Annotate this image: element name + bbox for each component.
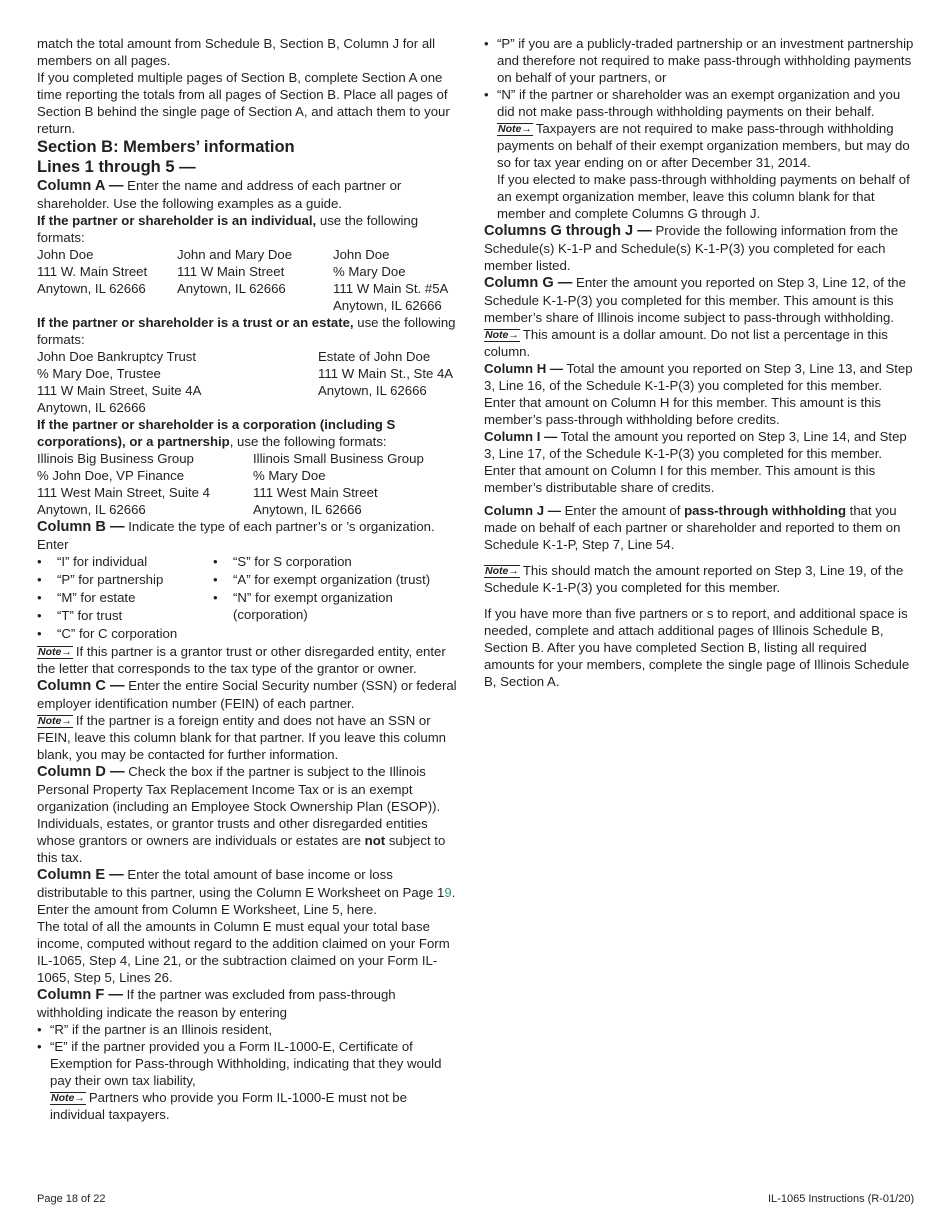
address-example: John Doe 111 W. Main Street Anytown, IL 62666 bbox=[37, 247, 148, 296]
column-j-note: Note→ This should match the amount reported on Step 3, Line 19, of the Schedule K-1-P(3) you completed for this member. bbox=[484, 563, 904, 595]
list-item: • “M” for estate bbox=[37, 589, 213, 606]
exempt-note: Note→ Taxpayers are not required to make pass-through withholding payments on behalf of their exempt organization members, but may do so for tax year ending on or after December 31, 2014. bbox=[497, 121, 910, 170]
column-i-label: Column I — bbox=[484, 429, 558, 444]
column-e-paragraph: Column E — Enter the total amount of base income or loss distributable to this partner, using the Column E Worksheet on Page 19. Enter the amount from Column E Worksheet, Line 5, here. bbox=[37, 867, 456, 917]
column-j-paragraph: Column J — Enter the amount of pass-through withholding that you made on behalf of each partner or shareholder and reported to them on Schedule K-1-P, Step 7, Line 54. bbox=[484, 503, 901, 552]
column-h-paragraph: Column H — Total the amount you reported on Step 3, Line 13, and Step 3, Line 16, of the Schedule K-1-P(3) you completed for this member. Enter that amount on Column H for this member. This amount is this member’s pass-through withholding before credits. bbox=[484, 361, 913, 427]
note-icon: Note→ bbox=[485, 329, 519, 341]
column-e-label: Column E — bbox=[37, 867, 124, 883]
trust-heading: If the partner or shareholder is a trust or an estate, use the following formats: bbox=[37, 315, 456, 347]
type-list-right bbox=[213, 553, 463, 643]
column-f-note: Note→ Partners who provide you Form IL-1000-E must not be individual taxpayers. bbox=[50, 1090, 407, 1122]
list-item: • “T” for trust bbox=[37, 607, 213, 624]
note-icon: Note→ bbox=[38, 715, 72, 727]
column-c-note: Note→ If the partner is a foreign entity and does not have an SSN or FEIN, leave this column blank for that partner. If you leave this column blank, you may be contacted for further information. bbox=[37, 713, 447, 762]
corporation-heading: If the partner or shareholder is a corporation (including S corporations), or a partnership, use the following formats: bbox=[37, 417, 396, 449]
exempt-extra: If you elected to make pass-through withholding payments on behalf of an exempt organization member, leave this column blank for that member and complete Columns G through J. bbox=[497, 172, 910, 221]
column-b-label: Column B — bbox=[37, 519, 125, 535]
column-c-label: Column C — bbox=[37, 678, 125, 694]
column-b-paragraph: Column B — Indicate the type of each partner’s or ’s organization. Enter bbox=[37, 519, 435, 552]
address-example: John and Mary Doe 111 W Main Street Anytown, IL 62666 bbox=[177, 247, 293, 296]
list-item: • “P” if you are a publicly-traded partnership or an investment partnership and therefore not required to make pass-through withholding payments on behalf of your partners, or bbox=[484, 35, 914, 86]
column-i-paragraph: Column I — Total the amount you reported on Step 3, Line 14, and Step 3, Line 17, of the Schedule K-1-P(3) you completed for this member. Enter that amount on Column I for this member. This amount is this member’s distributable share of credits. bbox=[484, 429, 907, 495]
column-a-label: Column A — bbox=[37, 178, 124, 194]
list-item: • “N” for exempt organization (corporation) bbox=[213, 589, 463, 623]
note-icon: Note→ bbox=[485, 565, 519, 577]
address-example: Illinois Small Business Group % Mary Doe 111 West Main Street Anytown, IL 62666 bbox=[253, 451, 424, 517]
left-column bbox=[37, 35, 465, 1123]
column-d-label: Column D — bbox=[37, 764, 125, 780]
columns-g-j-label: Columns G through J — bbox=[484, 223, 652, 239]
form-identifier: IL-1065 Instructions (R-01/20) bbox=[768, 1193, 915, 1205]
column-j-label: Column J — bbox=[484, 503, 561, 518]
intro-paragraph-2: If you completed multiple pages of Section B, complete Section A one time reporting the totals from all pages of Section B. Place all pages of Section B behind the single page of Section A, and attach them to your return. bbox=[37, 70, 450, 136]
column-e-paragraph-2: The total of all the amounts in Column E must equal your total base income, computed without regard to the addition claimed on your Form IL-1065, Step 4, Line 21, or the subtraction claimed on your Form IL-1065, Step 5, Lines 26. bbox=[37, 919, 450, 985]
list-item: • “I” for individual bbox=[37, 553, 213, 570]
column-f-list-continued bbox=[484, 35, 914, 120]
list-item: • “S” for S corporation bbox=[213, 553, 463, 570]
lines-title: Lines 1 through 5 — bbox=[37, 158, 196, 176]
column-g-paragraph: Column G — Enter the amount you reported on Step 3, Line 12, of the Schedule K-1-P(3) you completed for this member. This amount is this member’s share of Illinois income subject to pass-through withholding. bbox=[484, 275, 906, 325]
columns-g-j-paragraph: Columns G through J — Provide the following information from the Schedule(s) K-1-P and Schedule(s) K-1-P(3) you completed for each member listed. bbox=[484, 223, 899, 273]
address-example: Estate of John Doe 111 W Main St., Ste 4A Anytown, IL 62666 bbox=[318, 349, 454, 398]
page-link[interactable]: 9 bbox=[444, 885, 452, 900]
organization-type-list bbox=[37, 553, 465, 643]
individual-heading: If the partner or shareholder is an individual, use the following formats: bbox=[37, 213, 419, 245]
list-item: • “N” if the partner or shareholder was an exempt organization and you did not make pass-through withholding payments on their behalf. bbox=[484, 86, 914, 120]
page-number: Page 18 of 22 bbox=[37, 1193, 106, 1205]
column-f-label: Column F — bbox=[37, 987, 123, 1003]
column-b-note: Note→ If this partner is a grantor trust or other disregarded entity, enter the letter that corresponds to the tax type of the grantor or owner. bbox=[37, 644, 446, 676]
column-c-paragraph: Column C — Enter the entire Social Security number (SSN) or federal employer identification number (FEIN) of each partner. bbox=[37, 678, 457, 711]
intro-paragraph: match the total amount from Schedule B, Section B, Column J for all members on all pages. bbox=[37, 36, 436, 68]
corporation-address-examples bbox=[37, 450, 465, 518]
list-item: • “R” if the partner is an Illinois resident, bbox=[37, 1021, 465, 1038]
address-example: Illinois Big Business Group % John Doe, VP Finance 111 West Main Street, Suite 4 Anytown, IL 62666 bbox=[37, 451, 210, 517]
address-example: John Doe % Mary Doe 111 W Main St. #5A Anytown, IL 62666 bbox=[333, 247, 449, 313]
right-column bbox=[484, 35, 914, 690]
column-f-list bbox=[37, 1021, 465, 1089]
column-g-note: Note→ This amount is a dollar amount. Do not list a percentage in this column. bbox=[484, 327, 888, 359]
list-item: • “P” for partnership bbox=[37, 571, 213, 588]
column-f-paragraph: Column F — If the partner was excluded from pass-through withholding indicate the reason by entering bbox=[37, 987, 396, 1020]
list-item: • “E” if the partner provided you a Form IL-1000-E, Certificate of Exemption for Pass-through Withholding, indicating that they would pay their own tax liability, bbox=[37, 1038, 465, 1089]
note-icon: Note→ bbox=[38, 646, 72, 658]
list-item: • “A” for exempt organization (trust) bbox=[213, 571, 463, 588]
note-icon: Note→ bbox=[51, 1092, 85, 1104]
type-list-left bbox=[37, 553, 213, 643]
closing-paragraph: If you have more than five partners or s to report, and additional space is needed, complete and attach additional pages of Illinois Schedule B, Section B. After you have completed Section B, listing all required amounts for your members, complete the single page of Illinois Schedule B, Section A. bbox=[484, 606, 910, 689]
list-item: • “C” for C corporation bbox=[37, 625, 213, 642]
address-example: John Doe Bankruptcy Trust % Mary Doe, Trustee 111 W Main Street, Suite 4A Anytown, IL 62666 bbox=[37, 349, 202, 415]
trust-address-examples bbox=[37, 348, 465, 416]
column-h-label: Column H — bbox=[484, 361, 564, 376]
column-a-paragraph: Column A — Enter the name and address of each partner or shareholder. Use the following examples as a guide. bbox=[37, 178, 402, 211]
column-g-label: Column G — bbox=[484, 275, 573, 291]
note-icon: Note→ bbox=[498, 123, 532, 135]
section-title: Section B: Members’ information bbox=[37, 138, 295, 156]
individual-address-examples bbox=[37, 246, 465, 314]
column-d-paragraph: Column D — Check the box if the partner is subject to the Illinois Personal Property Tax Replacement Income Tax or is an exempt organization (including an Employee Stock Ownership Plan (ESOP)). Individuals, estates, or grantor trusts and other disregarded entities whose grantors or owners are individuals or estates are not subject to this tax. bbox=[37, 764, 446, 865]
